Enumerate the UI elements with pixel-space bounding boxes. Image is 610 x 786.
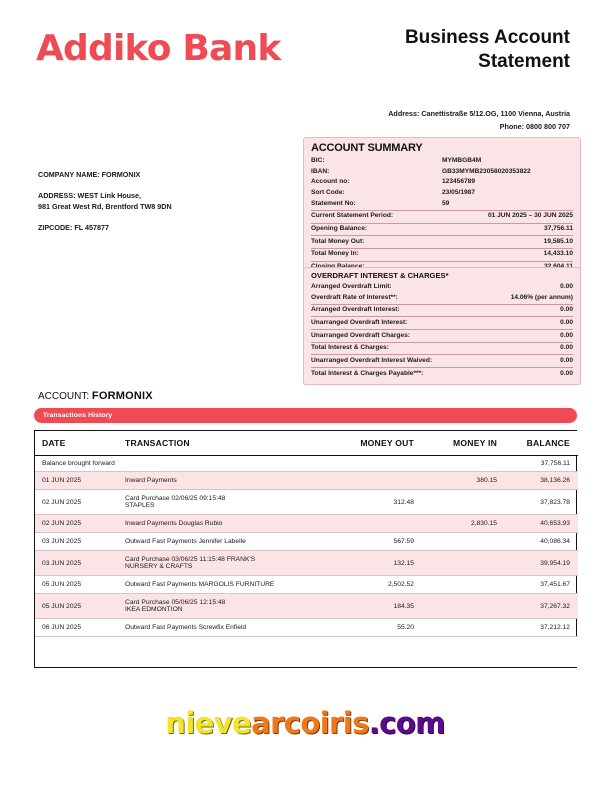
cell-empty [332,456,424,472]
description-line2: NURSERY & CRAFTS [125,563,193,570]
cell-money-in [424,594,509,619]
document-title [270,26,570,75]
table-row[interactable] [35,619,578,637]
cell-description [117,619,332,637]
cell-balance: 40,086.34 [509,533,578,551]
summary-value: 01 JUN 2025 – 30 JUN 2025 [487,212,573,220]
customer-name: COMPANY NAME: FORMONIX [38,170,141,179]
cell-money-out: 567.59 [332,533,424,551]
customer-details [38,170,288,234]
cell-money-in [424,551,509,576]
summary-value: GB33MYMB23058020353822 [442,167,531,175]
cell-description [117,515,332,533]
customer-zipcode-group [38,223,288,233]
summary-label: Total Money Out: [311,237,365,245]
summary-label: BIC: [311,156,325,164]
table-row[interactable] [35,551,578,576]
summary-value: MYMBGB4M [442,156,482,164]
bank-phone: Phone: 0800 800 707 [499,121,570,131]
overdraft-title: OVERDRAFT INTEREST & CHARGES* [311,271,449,280]
overdraft-row-rate [311,293,573,304]
summary-label: Statement No: [311,199,356,207]
overdraft-row-total-charges [311,342,573,354]
cell-date: 05 JUN 2025 [35,576,117,594]
table-row[interactable] [35,472,578,490]
overdraft-row-arranged-interest [311,304,573,316]
cell-balance: 39,954.19 [509,551,578,576]
account-heading-prefix: ACCOUNT: [38,391,92,402]
cell-money-in: 380.15 [424,472,509,490]
summary-row-sort-code [311,188,573,199]
cell-empty [117,637,332,667]
summary-value: 19,585.10 [543,237,573,245]
table-row[interactable] [35,594,578,619]
transactions-table-container [34,430,577,668]
summary-row-opening-balance [311,223,573,235]
cell-description [117,576,332,594]
summary-label: Opening Balance: [311,225,368,232]
overdraft-value: 0.00 [560,369,573,377]
watermark-part3: .com [368,706,445,740]
overdraft-label: Unarranged Overdraft Interest: [311,318,408,326]
cell-balance: 37,267.32 [509,594,578,619]
overdraft-row-total-payable [311,367,573,379]
summary-value: 23/05/1987 [442,188,476,196]
bank-logo: Addiko Bank [36,28,281,69]
summary-row-account-no [311,177,573,188]
balance-brought-forward-label: Balance brought forward [35,456,332,472]
cell-money-out: 55.20 [332,619,424,637]
document-title-line2: Statement [478,51,570,73]
overdraft-row-unarranged-interest [311,316,573,328]
description-line1: Inward Payments Douglas Rubio [125,520,223,527]
overdraft-label: Unarranged Overdraft Charges: [311,331,410,339]
cell-money-in [424,576,509,594]
overdraft-value: 0.00 [560,356,573,364]
summary-row-iban [311,167,573,178]
cell-date: 03 JUN 2025 [35,551,117,576]
customer-address-group [38,191,288,212]
cell-money-out [332,472,424,490]
bank-address: Address: Canettistraße 5/12.OG, 1100 Vienna, Austria [388,109,570,118]
transactions-history-bar [34,408,577,423]
watermark-part1: nieve [165,706,252,740]
column-header-balance: BALANCE [509,431,578,456]
table-header-row [35,431,578,456]
balance-brought-forward-row [35,456,578,472]
account-heading-name: FORMONIX [91,390,153,402]
summary-value: 14,433.10 [543,250,573,258]
table-row[interactable] [35,490,578,515]
cell-description [117,533,332,551]
account-summary-panel [303,137,581,279]
description-line1: Card Purchase 03/06/25 11:15:48 FRANK'S [125,556,256,563]
column-header-money-out: MONEY OUT [332,431,424,456]
cell-balance: 37,212.12 [509,619,578,637]
description-line1: Outward Fast Payments Jennifer Labelle [125,538,246,545]
cell-empty [509,637,578,667]
summary-label: Current Statement Period: [311,212,394,220]
overdraft-value: 0.00 [560,306,573,314]
cell-money-out: 2,502.52 [332,576,424,594]
customer-address-line1: ADDRESS: WEST Link House, [38,191,142,201]
summary-label: Total Money In: [311,250,359,258]
cell-empty [424,456,509,472]
customer-address-line2: 981 Great West Rd, Brentford TW8 9DN [38,201,172,211]
overdraft-label: Arranged Overdraft Interest: [311,306,400,314]
column-header-money-in: MONEY IN [424,431,509,456]
overdraft-value: 0.00 [560,344,573,352]
summary-row-period [311,210,573,222]
summary-row-statement-no [311,199,573,210]
transactions-table-body [35,456,578,667]
overdraft-row-unarranged-charges [311,329,573,341]
description-line1: Inward Payments [125,477,177,484]
overdraft-label: Unarranged Overdraft Interest Waived: [311,356,433,364]
transactions-table [35,431,578,667]
cell-money-out: 312.48 [332,490,424,515]
customer-zipcode: ZIPCODE: FL 457877 [38,223,109,233]
summary-row-total-money-out [311,235,573,247]
overdraft-value: 0.00 [560,331,573,339]
watermark-part2: arcoiris [251,706,369,740]
summary-label: Sort Code: [311,188,345,196]
document-title-line1: Business Account [404,27,570,48]
table-row[interactable] [35,576,578,594]
cell-date: 02 JUN 2025 [35,490,117,515]
description-line1: Outward Fast Payments MARGOLIS FURNITURE [125,581,275,588]
cell-date: 03 JUN 2025 [35,533,117,551]
column-header-transaction: TRANSACTION [117,431,332,456]
cell-empty [424,637,509,667]
overdraft-label: Total Interest & Charges Payable***: [311,369,424,377]
cell-money-out [332,515,424,533]
cell-money-out: 184.35 [332,594,424,619]
cell-description [117,490,332,515]
table-row[interactable] [35,515,578,533]
cell-description [117,472,332,490]
summary-value: 123456789 [442,178,476,186]
description-line1: Card Purchase 05/06/25 12:15:48 [125,599,226,606]
cell-balance: 37,823.78 [509,490,578,515]
overdraft-label: Total Interest & Charges: [311,344,389,352]
cell-description [117,594,332,619]
page-header [0,28,610,88]
description-line2: IKEA EDMONTION [125,606,183,613]
site-watermark [0,706,610,740]
overdraft-value: 14.06% (per annum) [510,293,573,301]
balance-brought-forward-value: 37,756.11 [509,456,578,472]
cell-money-in [424,490,509,515]
cell-date: 06 JUN 2025 [35,619,117,637]
cell-balance: 37,451.67 [509,576,578,594]
summary-label: IBAN: [311,167,330,175]
overdraft-label: Arranged Overdraft Limit: [311,282,392,290]
summary-value: 59 [442,199,450,207]
cell-balance: 40,653.93 [509,515,578,533]
cell-money-in [424,619,509,637]
description-line2: STAPLES [125,502,155,509]
account-summary-title: ACCOUNT SUMMARY [311,142,423,154]
transactions-history-label: Transactions History [43,412,113,419]
column-header-date: DATE [35,431,117,456]
cell-description [117,551,332,576]
overdraft-row-limit [311,282,573,293]
cell-date: 02 JUN 2025 [35,515,117,533]
overdraft-value: 0.00 [560,318,573,326]
overdraft-label: Overdraft Rate of Interest**: [311,293,398,301]
summary-label: Account no: [311,178,350,186]
cell-empty [332,637,424,667]
cell-money-in [424,533,509,551]
overdraft-row-interest-waived [311,354,573,366]
cell-date: 05 JUN 2025 [35,594,117,619]
account-heading [38,390,153,402]
summary-row-total-money-in [311,248,573,260]
summary-row-bic [311,156,573,167]
customer-name-group [38,170,288,180]
bank-contact-block [250,108,570,133]
account-summary-fields [311,156,573,273]
table-row[interactable] [35,533,578,551]
cell-date: 01 JUN 2025 [35,472,117,490]
cell-money-in: 2,830.15 [424,515,509,533]
description-line1: Outward Fast Payments Screwfix Enfield [125,624,247,631]
summary-value: 37,756.11 [544,225,573,232]
description-line1: Card Purchase 02/06/25 09:15:48 [125,495,226,502]
cell-empty [35,637,117,667]
table-filler-row [35,637,578,667]
overdraft-panel [303,267,581,385]
transactions-table-head [35,431,578,456]
cell-money-out: 132.15 [332,551,424,576]
overdraft-value: 0.00 [560,282,573,290]
cell-balance: 38,136.26 [509,472,578,490]
